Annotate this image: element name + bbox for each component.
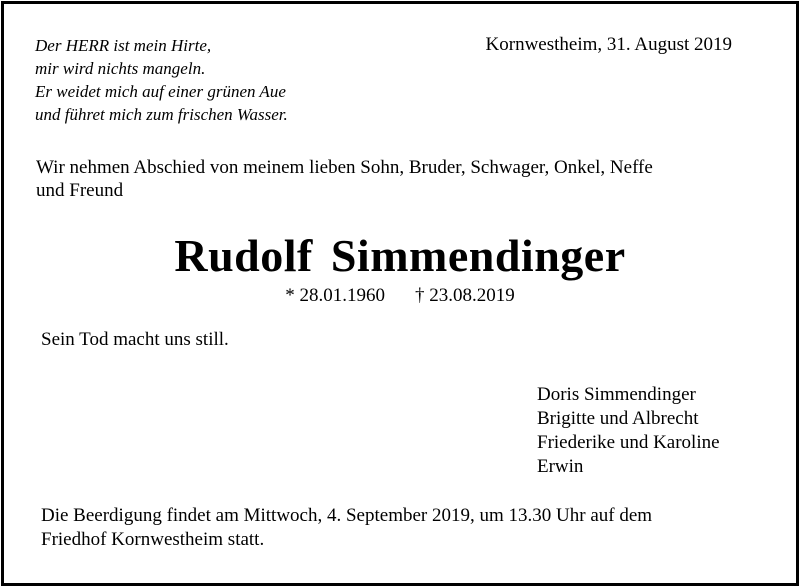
farewell-line: Wir nehmen Abschied von meinem lieben Sohn, Bruder, Schwager, Onkel, Neffe: [36, 157, 653, 178]
mourner-name: Brigitte und Albrecht: [537, 408, 699, 429]
mourner-name: Friederike und Karoline: [537, 432, 720, 453]
funeral-line: Die Beerdigung findet am Mittwoch, 4. September 2019, um 13.30 Uhr auf dem: [41, 505, 653, 526]
funeral-line: Friedhof Kornwestheim statt.: [41, 529, 265, 550]
funeral-announcement: [41, 504, 741, 552]
psalm-line: und führet mich zum frischen Wasser.: [35, 105, 288, 124]
life-dates: [0, 284, 800, 307]
mourner-name: Erwin: [537, 456, 584, 477]
farewell-text: [36, 156, 736, 202]
psalm-line: Er weidet mich auf einer grünen Aue: [35, 82, 286, 101]
death-date: † 23.08.2019: [415, 285, 515, 306]
farewell-line: und Freund: [36, 180, 124, 201]
deceased-name: Rudolf Simmendinger: [174, 230, 626, 281]
psalm-line: Der HERR ist mein Hirte,: [35, 36, 212, 55]
birth-date: * 28.01.1960: [285, 285, 385, 306]
place-and-date: Kornwestheim, 31. August 2019: [485, 34, 732, 55]
mourner-name: Doris Simmendinger: [537, 384, 696, 405]
mourners-list: [537, 383, 720, 479]
closing-quote: Sein Tod macht uns still.: [41, 329, 229, 350]
psalm-line: mir wird nichts mangeln.: [35, 59, 206, 78]
psalm-verse: [35, 34, 288, 126]
